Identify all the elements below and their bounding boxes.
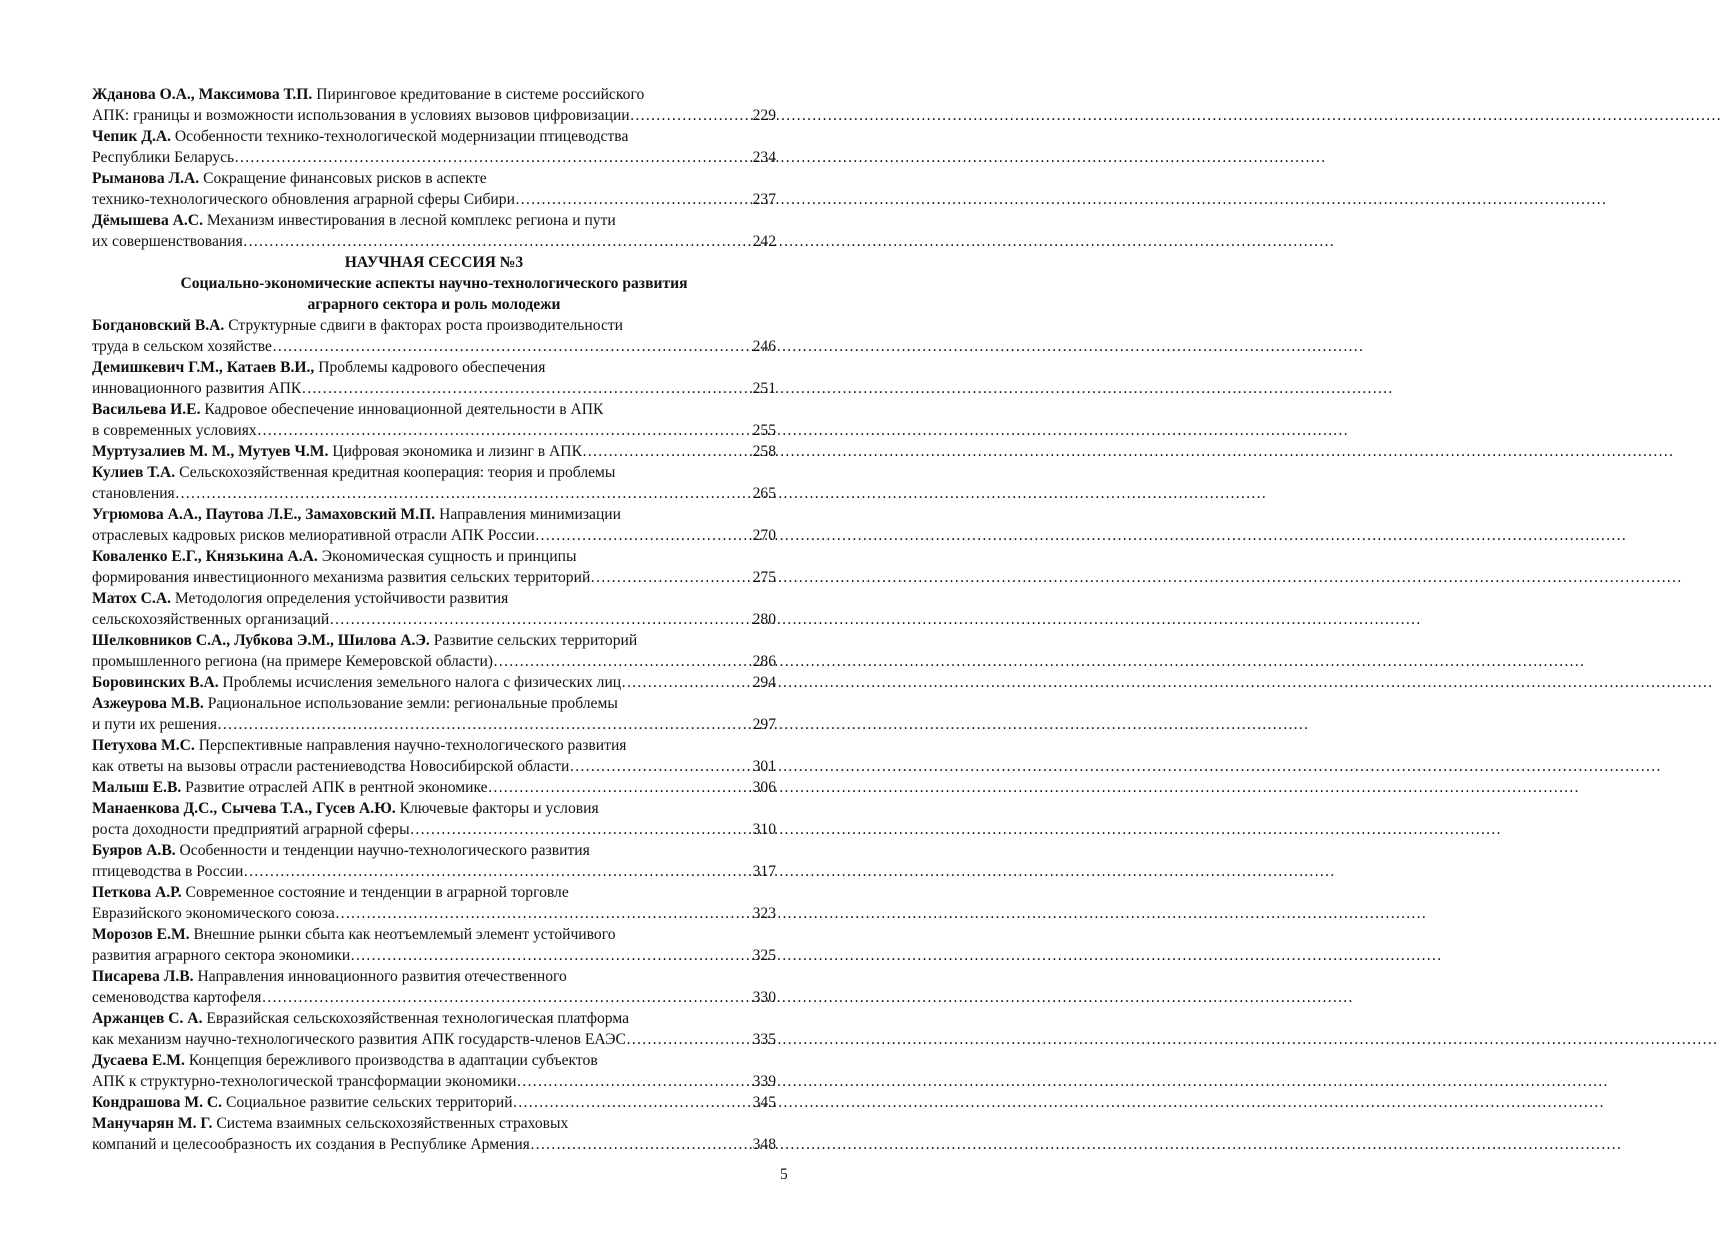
toc-entry [92,504,776,546]
toc-entry-line [92,126,776,147]
toc-leader-dots [257,420,752,441]
session-heading [92,252,776,315]
toc-entry-authors: Матох С.А. [92,590,171,607]
toc-entry [92,588,776,630]
toc-entry-title: Особенности технико-технологической модернизации птицеводства [171,128,629,145]
toc-entry-page: 251 [752,380,776,397]
toc-entry [92,777,776,798]
toc-leader-dots [517,1071,752,1092]
toc-entry-title: Евразийская сельскохозяйственная технологическая платформа [202,1010,629,1027]
toc-entry-title: Механизм инвестирования в лесной комплекс региона и пути [202,212,616,229]
toc-entry-title-cont: промышленного региона (на примере Кемеровской области) [92,653,494,670]
toc-entry-title-cont: труда в сельском хозяйстве [92,338,272,355]
toc-entry-page: 310 [752,821,776,838]
toc-entry-line [92,882,776,903]
toc-leader-dots [630,105,752,126]
toc-entry-line [92,924,776,945]
toc-leader-dots [513,1092,752,1113]
toc-entry-authors: Коваленко Е.Г., Князькина А.А. [92,548,318,565]
toc-entry-title-cont: Республики Беларусь [92,149,235,166]
toc-entry [92,168,776,210]
toc-leader-dots [243,231,752,252]
toc-entry-title-cont: как механизм научно-технологического развития АПК государств-членов ЕАЭС [92,1031,626,1048]
toc-entry-authors: Малыш Е.В. [92,779,182,796]
toc-entry-line [92,1071,776,1092]
toc-entry-authors: Петухова М.С. [92,737,195,754]
entries-after-session [92,315,776,1155]
toc-entry-text [92,735,626,756]
toc-entry-line [92,504,776,525]
toc-entry-title-cont: как ответы на вызовы отрасли растениеводства Новосибирской области [92,758,570,775]
toc-entry-line [92,567,776,588]
toc-entry-line [92,714,776,735]
toc-entry-text [92,357,545,378]
session-title: НАУЧНАЯ СЕССИЯ №3 [344,254,524,271]
toc-entry-title: Особенности и тенденции научно-технологического развития [175,842,590,859]
toc-entry-text [92,882,569,903]
toc-leader-dots [493,651,752,672]
toc-entry-text [92,630,637,651]
toc-entry-text [92,777,488,798]
toc-entry-line [92,231,776,252]
toc-entry-title: Сельскохозяйственная кредитная кооперация: теория и проблемы [175,464,616,481]
toc-entry-title: Рациональное использование земли: региональные проблемы [203,695,618,712]
toc-entry-text [92,168,487,189]
toc-entry-page: 325 [752,947,776,964]
toc-entry-text [92,588,508,609]
toc-entry [92,84,776,126]
toc-entry-title: Система взаимных сельскохозяйственных страховых [212,1115,569,1132]
toc-entry-line [92,441,776,462]
toc-entry-text [92,399,603,420]
toc-entry-line [92,399,776,420]
toc-entry-page: 246 [752,338,776,355]
toc-entry-page: 348 [752,1136,776,1153]
toc-entry-title-cont: роста доходности предприятий аграрной сферы [92,821,410,838]
toc-entry-page: 280 [752,611,776,628]
toc-entry-authors: Манучарян М. Г. [92,1115,213,1132]
toc-entry-title-cont: птицеводства в России [92,863,244,880]
toc-entry-line [92,588,776,609]
toc-leader-dots [350,945,751,966]
toc-entry-title-cont: развития аграрного сектора экономики [92,947,351,964]
toc-entry-line [92,966,776,987]
toc-entry [92,546,776,588]
toc-entry [92,672,776,693]
toc-entry-title: Направления инновационного развития отечественного [193,968,567,985]
toc-leader-dots [590,567,751,588]
toc-entry [92,735,776,777]
toc-entry-page: 255 [752,422,776,439]
toc-entry-title: Внешние рынки сбыта как неотъемлемый элемент устойчивого [189,926,616,943]
toc-entry-authors: Азжеурова М.В. [92,695,204,712]
toc-entry [92,798,776,840]
toc-entry-title: Перспективные направления научно-технологического развития [194,737,627,754]
toc-entry-title: Проблемы исчисления земельного налога с физических лиц [222,674,622,691]
toc-entry [92,1092,776,1113]
toc-entry-authors: Богдановский В.А. [92,317,225,334]
toc-entry-page: 335 [752,1031,776,1048]
toc-entry-title-cont: и пути их решения [92,716,217,733]
toc-entry-line [92,105,776,126]
toc-entry [92,1113,776,1155]
toc-entry-line [92,147,776,168]
toc-entry-authors: Демишкевич Г.М., Катаев В.И., [92,359,315,376]
toc-entry-text [92,840,590,861]
toc-entry [92,357,776,399]
toc-entry-line [92,945,776,966]
toc-entry-authors: Васильева И.Е. [92,401,201,418]
toc-entry-authors: Угрюмова А.А., Паутова Л.Е., Замаховский М.П. [92,506,436,523]
toc-entry-title: Цифровая экономика и лизинг в АПК [332,443,582,460]
toc-entry-page: 294 [752,674,776,691]
toc-entry-authors: Кондрашова М. С. [92,1094,223,1111]
toc-entry [92,441,776,462]
toc-entry [92,126,776,168]
toc-entry-authors: Жданова О.А., Максимова Т.П. [92,86,313,103]
toc-entry-line [92,462,776,483]
toc-entry-authors: Петкова А.Р. [92,884,182,901]
toc-entry-authors: Кулиев Т.А. [92,464,176,481]
toc-leader-dots [329,609,751,630]
toc-entry-title-cont: Евразийского экономического союза [92,905,335,922]
toc-entry-line [92,1050,776,1071]
toc-entry-text [92,84,644,105]
toc-entry-line [92,378,776,399]
toc-entry-authors: Аржанцев С. А. [92,1010,203,1027]
toc-entry [92,210,776,252]
toc-entry-text [92,798,599,819]
toc-entry-line [92,420,776,441]
toc-entry-page: 242 [752,233,776,250]
toc-entry-page: 265 [752,485,776,502]
toc-entry-line [92,777,776,798]
toc-entry-line [92,693,776,714]
toc-entry-authors: Писарева Л.В. [92,968,194,985]
toc-entry-authors: Рыманова Л.А. [92,170,200,187]
toc-entry-line [92,357,776,378]
session-subtitle: аграрного сектора и роль молодежи [307,296,561,313]
toc-entry-authors: Морозов Е.М. [92,926,190,943]
toc-entry-text [92,924,616,945]
toc-leader-dots [217,714,752,735]
toc-entry-title: Пиринговое кредитование в системе российского [312,86,645,103]
toc-entry-text [92,126,628,147]
toc-entry-line [92,1008,776,1029]
toc-entry-line [92,651,776,672]
toc-leader-dots [175,483,752,504]
toc-entry-text [92,1113,568,1134]
toc-leader-dots [530,1134,752,1155]
toc-entry-title-cont: технико-технологического обновления аграрной сферы Сибири [92,191,515,208]
toc-entry-title-cont: в современных условиях [92,422,257,439]
toc-entry-text [92,462,615,483]
toc-leader-dots [488,777,752,798]
toc-entry-line [92,609,776,630]
toc-entry-title-cont: становления [92,485,175,502]
toc-entry-page: 270 [752,527,776,544]
toc-entry-title: Ключевые факторы и условия [395,800,599,817]
toc-entry [92,966,776,1008]
toc-entry-authors: Муртузалиев М. М., Мутуев Ч.М. [92,443,329,460]
toc-entry-page: 339 [752,1073,776,1090]
toc-entry-text [92,672,621,693]
toc-entry-line [92,987,776,1008]
toc-entry-text [92,504,621,525]
toc-entry-line [92,1134,776,1155]
toc-entry-title: Проблемы кадрового обеспечения [314,359,546,376]
toc-entry-authors: Буяров А.В. [92,842,176,859]
toc-entry-text [92,1008,629,1029]
toc-entry [92,315,776,357]
toc-leader-dots [535,525,752,546]
toc-entry-line [92,1113,776,1134]
toc-entry-authors: Дусаева Е.М. [92,1052,185,1069]
toc-entry-page: 297 [752,716,776,733]
toc-entry-text [92,1092,513,1113]
toc-entry-title: Экономическая сущность и принципы [317,548,577,565]
toc-entry-line [92,210,776,231]
toc-entry-line [92,735,776,756]
toc-entry-page: 286 [752,653,776,670]
toc-entry-authors: Дёмышева А.С. [92,212,203,229]
toc-entry-title-cont: инновационного развития АПК [92,380,302,397]
toc-entry-title: Современное состояние и тенденции в аграрной торговле [181,884,569,901]
toc-entry-authors: Чепик Д.А. [92,128,172,145]
toc-entry-line [92,630,776,651]
toc-entry-line [92,798,776,819]
toc-entry-line [92,819,776,840]
toc-entry-line [92,903,776,924]
toc-entry-page: 330 [752,989,776,1006]
toc-leader-dots [243,861,751,882]
toc-entry-text [92,210,616,231]
toc-entry-text [92,441,582,462]
toc-leader-dots [515,189,752,210]
toc-entry-authors: Шелковников С.А., Лубкова Э.М., Шилова А.Э. [92,632,430,649]
entries-before-session [92,84,776,252]
toc-entry-line [92,1029,776,1050]
table-of-contents [92,84,776,1155]
toc-entry [92,399,776,441]
toc-entry-page: 258 [752,443,776,460]
toc-entry-page: 275 [752,569,776,586]
toc-entry-title: Направления минимизации [435,506,621,523]
toc-entry-title-cont: компаний и целесообразность их создания в Республике Армения [92,1136,530,1153]
toc-entry-title-cont: АПК: границы и возможности использования в условиях вызовов цифровизации [92,107,630,124]
toc-entry-text [92,315,623,336]
toc-entry [92,840,776,882]
toc-entry [92,630,776,672]
toc-entry [92,1050,776,1092]
toc-entry-text [92,966,567,987]
toc-entry-title: Развитие сельских территорий [429,632,638,649]
toc-entry-line [92,525,776,546]
toc-entry-page: 317 [752,863,776,880]
toc-entry-authors: Боровинских В.А. [92,674,219,691]
toc-entry-title-cont: сельскохозяйственных организаций [92,611,330,628]
toc-entry-page: 345 [752,1094,776,1111]
toc-entry-line [92,546,776,567]
toc-entry-text [92,1050,598,1071]
toc-entry-page: 229 [752,107,776,124]
toc-entry-line [92,483,776,504]
toc-leader-dots [569,756,751,777]
toc-entry-page: 237 [752,191,776,208]
toc-entry-page: 301 [752,758,776,775]
toc-entry-line [92,189,776,210]
toc-leader-dots [234,147,751,168]
toc-entry-line [92,1092,776,1113]
toc-entry-page: 234 [752,149,776,166]
toc-entry-line [92,168,776,189]
toc-entry-title: Методология определения устойчивости развития [171,590,509,607]
toc-entry-line [92,840,776,861]
toc-entry-title: Кадровое обеспечение инновационной деятельности в АПК [200,401,604,418]
toc-leader-dots [261,987,751,1008]
toc-entry-title: Концепция бережливого производства в адаптации субъектов [184,1052,598,1069]
toc-entry-line [92,315,776,336]
toc-entry [92,462,776,504]
toc-entry-title-cont: АПК к структурно-технологической трансформации экономики [92,1073,517,1090]
toc-entry-title-cont: их совершенствования [92,233,243,250]
session-subtitle: Социально-экономические аспекты научно-технологического развития [180,275,688,292]
toc-entry [92,1008,776,1050]
toc-entry-title: Развитие отраслей АПК в рентной экономике [185,779,488,796]
toc-entry-page: 323 [752,905,776,922]
toc-entry [92,924,776,966]
toc-entry-title: Структурные сдвиги в факторах роста производительности [224,317,624,334]
toc-entry-line [92,756,776,777]
toc-entry-line [92,336,776,357]
toc-entry-title-cont: формирования инвестиционного механизма развития сельских территорий [92,569,591,586]
toc-entry-line [92,672,776,693]
toc-leader-dots [301,378,751,399]
toc-leader-dots [410,819,752,840]
toc-entry [92,882,776,924]
page-number: 5 [780,1166,788,1183]
toc-leader-dots [582,441,752,462]
toc-leader-dots [621,672,751,693]
toc-entry-title-cont: отраслевых кадровых рисков мелиоративной отрасли АПК России [92,527,535,544]
toc-entry-line [92,84,776,105]
toc-entry-authors: Манаенкова Д.С., Сычева Т.А., Гусев А.Ю. [92,800,396,817]
toc-leader-dots [272,336,752,357]
toc-entry-title: Социальное развитие сельских территорий [225,1094,513,1111]
toc-entry-title-cont: семеноводства картофеля [92,989,262,1006]
toc-leader-dots [626,1029,752,1050]
toc-entry-text [92,546,576,567]
toc-entry [92,693,776,735]
toc-entry-page: 306 [752,779,776,796]
toc-entry-text [92,693,618,714]
toc-entry-title: Сокращение финансовых рисков в аспекте [199,170,487,187]
toc-entry-line [92,861,776,882]
toc-leader-dots [335,903,752,924]
